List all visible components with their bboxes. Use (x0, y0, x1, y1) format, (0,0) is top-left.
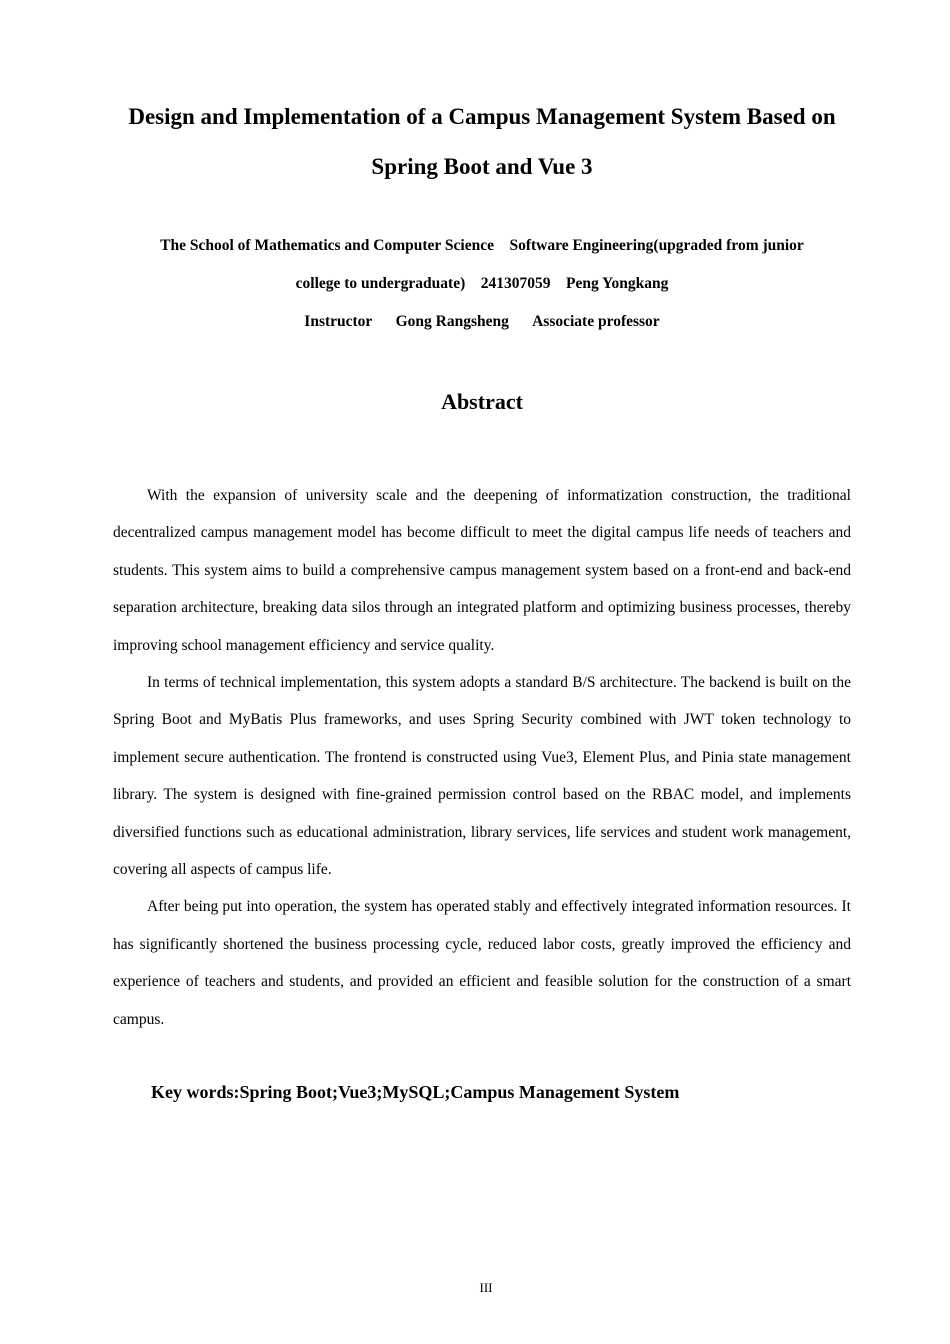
page-number: III (479, 1280, 493, 1295)
abstract-paragraph: In terms of technical implementation, this system adopts a standard B/S architecture. The backend is built on the Spring Boot and MyBatis Plus frameworks, and uses Spring Security combined with JWT token technology to implement secure authentication. The frontend is constructed using Vue3, Element Plus, and Pinia state management library. The system is designed with fine-grained permission control based on the RBAC model, and implements diversified functions such as educational administration, library services, life services and student work management, covering all aspects of campus life. (113, 674, 851, 879)
abstract-paragraph: With the expansion of university scale and the deepening of informatization construction, the traditional decentralized campus management model has become difficult to meet the digital campus life needs of teachers and students. This system aims to build a comprehensive campus management system based on a front-end and back-end separation architecture, breaking data silos through an integrated platform and optimizing business processes, thereby improving school management efficiency and service quality. (113, 487, 851, 654)
abstract-body (113, 477, 851, 1038)
abstract-paragraph: After being put into operation, the system has operated stably and effectively integrated information resources. It has significantly shortened the business processing cycle, reduced labor costs, greatly improved the efficiency and experience of teachers and students, and provided an efficient and feasible solution for the construction of a smart campus. (113, 898, 851, 1028)
keywords: Key words:Spring Boot;Vue3;MySQL;Campus Management System (151, 1082, 680, 1102)
instructor-name: Gong Rangsheng (395, 313, 509, 330)
paper-title: Design and Implementation of a Campus Management System Based on Spring Boot and Vue 3 (128, 104, 836, 179)
abstract-heading: Abstract (441, 389, 523, 414)
author-line-2: college to undergraduate) 241307059 Peng Yongkang (295, 275, 669, 292)
instructor-label: Instructor (304, 313, 373, 330)
instructor-line (110, 303, 854, 341)
instructor-title: Associate professor (532, 313, 660, 330)
author-block (110, 227, 854, 341)
author-line-1: The School of Mathematics and Computer Science Software Engineering(upgraded from junior (160, 237, 804, 254)
